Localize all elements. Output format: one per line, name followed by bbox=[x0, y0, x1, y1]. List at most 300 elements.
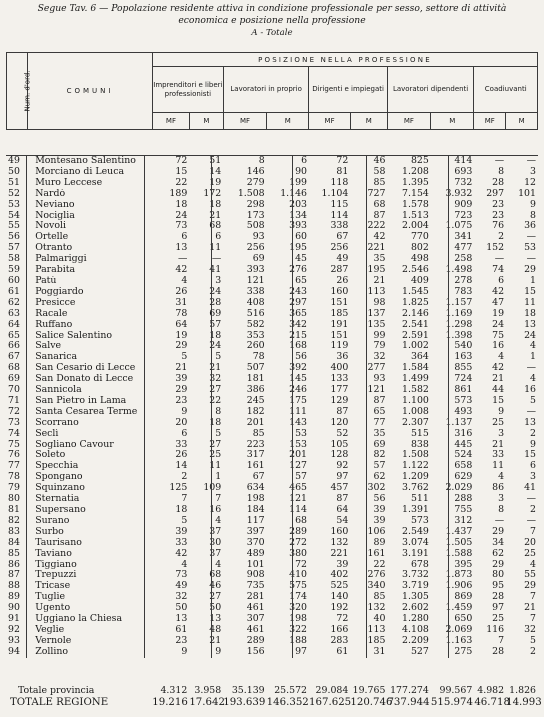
cell-value: 168 bbox=[289, 341, 308, 352]
table-row bbox=[6, 341, 538, 352]
cell-value: 9 bbox=[181, 406, 188, 417]
comune-name: Montesano Salentino bbox=[35, 156, 136, 166]
cell-value: 260 bbox=[246, 341, 265, 352]
cell-value: 393 bbox=[246, 265, 265, 276]
cell-value: 73 bbox=[175, 221, 188, 232]
cell-value: 42 bbox=[373, 232, 386, 243]
cell-value: 19 bbox=[209, 177, 222, 188]
total-value: 46.718 bbox=[474, 696, 510, 708]
table-row bbox=[6, 374, 538, 385]
row-number: 51 bbox=[8, 177, 20, 188]
cell-value: 2.004 bbox=[402, 221, 429, 232]
cell-value: 9 bbox=[498, 406, 505, 417]
row-number: 63 bbox=[8, 308, 20, 319]
cell-value: 365 bbox=[289, 308, 308, 319]
cell-value: 256 bbox=[246, 243, 265, 254]
cell-value: 152 bbox=[486, 243, 505, 254]
cell-value: 410 bbox=[289, 570, 308, 581]
comune-name: Salve bbox=[35, 341, 62, 352]
cell-value: 36 bbox=[336, 352, 349, 363]
cell-value: 465 bbox=[289, 483, 308, 494]
cell-value: 3.074 bbox=[402, 537, 429, 548]
comune-name: Palmariggi bbox=[35, 254, 87, 265]
cell-value: 195 bbox=[289, 243, 308, 254]
header-mf: MF bbox=[309, 113, 350, 130]
cell-value: 1.582 bbox=[402, 385, 429, 396]
cell-value: 515 bbox=[410, 428, 429, 439]
cell-value: 51 bbox=[209, 156, 222, 166]
cell-value: 4 bbox=[530, 559, 536, 570]
row-number: 72 bbox=[8, 406, 20, 417]
total-value: 35.139 bbox=[231, 685, 265, 696]
cell-value: 245 bbox=[246, 395, 265, 406]
cell-value: 90 bbox=[295, 166, 308, 177]
cell-value: 114 bbox=[330, 210, 349, 221]
cell-value: 2 bbox=[181, 472, 188, 483]
cell-value: 370 bbox=[246, 537, 265, 548]
cell-value: 272 bbox=[289, 537, 308, 548]
title-line-1: Segue Tav. 6 — Popolazione residente attiva in condizione professionale per sesso, settore di attività bbox=[37, 3, 507, 14]
cell-value: 281 bbox=[246, 592, 265, 603]
cell-value: 127 bbox=[289, 461, 308, 472]
cell-value: 191 bbox=[330, 319, 349, 330]
cell-value: 1.906 bbox=[445, 581, 473, 592]
cell-value: 19 bbox=[175, 330, 188, 341]
cell-value: 320 bbox=[289, 603, 308, 614]
cell-value: 132 bbox=[367, 603, 386, 614]
cell-value: 25 bbox=[524, 548, 536, 559]
cell-value: 21 bbox=[524, 603, 536, 614]
cell-value: 507 bbox=[246, 363, 265, 374]
cell-value: 770 bbox=[410, 232, 429, 243]
cell-value: 22 bbox=[373, 559, 386, 570]
cell-value: 25 bbox=[209, 450, 222, 461]
cell-value: 461 bbox=[246, 603, 265, 614]
cell-value: 57 bbox=[209, 319, 222, 330]
cell-value: 113 bbox=[367, 624, 386, 635]
cell-value: 99 bbox=[373, 330, 386, 341]
cell-value: 3 bbox=[498, 428, 505, 439]
cell-value: 9 bbox=[530, 439, 536, 450]
cell-value: 79 bbox=[373, 341, 386, 352]
cell-value: 67 bbox=[336, 232, 349, 243]
cell-value: 8 bbox=[530, 210, 536, 221]
total-value: 99.567 bbox=[439, 685, 473, 696]
cell-value: 909 bbox=[454, 199, 473, 210]
cell-value: 342 bbox=[289, 319, 308, 330]
total-label: TOTALE REGIONE bbox=[10, 696, 109, 708]
cell-value: 101 bbox=[518, 188, 536, 199]
cell-value: 678 bbox=[410, 559, 429, 570]
cell-value: 7.154 bbox=[402, 188, 429, 199]
total-value: 25.572 bbox=[274, 685, 308, 696]
cell-value: 289 bbox=[289, 526, 308, 537]
cell-value: 278 bbox=[454, 275, 473, 286]
total-value: 14.993 bbox=[506, 696, 542, 708]
comune-name: Morciano di Leuca bbox=[35, 166, 125, 177]
row-number: 93 bbox=[8, 635, 20, 646]
cell-value: 5 bbox=[181, 515, 188, 526]
row-number: 57 bbox=[8, 243, 20, 254]
cell-value: 41 bbox=[524, 483, 536, 494]
header-posizione: POSIZIONE NELLA PROFESSIONE bbox=[152, 53, 537, 67]
table-body bbox=[6, 155, 538, 658]
cell-value: 25 bbox=[492, 614, 505, 625]
cell-value: 5 bbox=[530, 395, 536, 406]
cell-value: 2.307 bbox=[402, 417, 429, 428]
cell-value: 2.549 bbox=[402, 526, 429, 537]
title-line-3: A - Totale bbox=[251, 28, 293, 38]
cell-value: 117 bbox=[246, 515, 265, 526]
table-row bbox=[6, 450, 538, 461]
cell-value: 76 bbox=[492, 221, 505, 232]
cell-value: 166 bbox=[330, 624, 349, 635]
cell-value: 1.209 bbox=[402, 472, 429, 483]
cell-value: 724 bbox=[454, 374, 473, 385]
cell-value: 307 bbox=[246, 614, 265, 625]
row-number: 74 bbox=[8, 428, 20, 439]
cell-value: 58 bbox=[373, 166, 386, 177]
cell-value: 861 bbox=[454, 385, 473, 396]
cell-value: 23 bbox=[175, 635, 188, 646]
cell-value: 215 bbox=[289, 330, 308, 341]
cell-value: 23 bbox=[492, 199, 505, 210]
row-number: 79 bbox=[8, 483, 20, 494]
comune-name: Scorrano bbox=[35, 417, 79, 428]
cell-value: 39 bbox=[373, 505, 386, 515]
cell-value: 160 bbox=[330, 286, 349, 297]
table-row bbox=[6, 352, 538, 363]
header-cat-lavoratori-dipendenti: Lavoratori dipendenti bbox=[387, 67, 474, 113]
cell-value: 461 bbox=[246, 624, 265, 635]
comune-name: San Cesario di Lecce bbox=[35, 363, 136, 374]
cell-value: 3 bbox=[498, 494, 505, 505]
cell-value: 115 bbox=[330, 199, 349, 210]
cell-value: 39 bbox=[336, 559, 349, 570]
cell-value: 28 bbox=[492, 592, 505, 603]
cell-value: 16 bbox=[209, 505, 222, 515]
cell-value: 116 bbox=[486, 624, 505, 635]
cell-value: 29 bbox=[524, 581, 536, 592]
cell-value: 650 bbox=[454, 614, 473, 625]
table-row bbox=[6, 647, 538, 658]
row-number: 90 bbox=[8, 603, 20, 614]
row-number: 84 bbox=[8, 537, 20, 548]
cell-value: 1 bbox=[215, 472, 222, 483]
row-number: 85 bbox=[8, 548, 20, 559]
cell-value: 7 bbox=[498, 635, 505, 646]
comune-name: Soleto bbox=[35, 450, 66, 461]
cell-value: 629 bbox=[454, 472, 473, 483]
cell-value: 61 bbox=[336, 646, 349, 657]
cell-value: 3.719 bbox=[402, 581, 429, 592]
table-row bbox=[6, 331, 538, 342]
cell-value: 97 bbox=[492, 603, 505, 614]
row-number: 61 bbox=[8, 286, 20, 297]
cell-value: 2.069 bbox=[445, 624, 473, 635]
cell-value: 1.437 bbox=[445, 526, 473, 537]
cell-value: 33 bbox=[492, 450, 505, 461]
cell-value: 1.391 bbox=[402, 505, 429, 515]
cell-value: 62 bbox=[492, 548, 505, 559]
comune-name: Novoli bbox=[35, 221, 66, 232]
cell-value: 29 bbox=[492, 559, 505, 570]
cell-value: 1.075 bbox=[445, 221, 473, 232]
cell-value: 48 bbox=[209, 624, 222, 635]
cell-value: 29 bbox=[175, 385, 188, 396]
cell-value: 74 bbox=[492, 265, 505, 276]
cell-value: 1.280 bbox=[402, 614, 429, 625]
cell-value: 13 bbox=[175, 243, 188, 254]
cell-value: 175 bbox=[289, 395, 308, 406]
cell-value: 75 bbox=[492, 330, 505, 341]
cell-value: 8 bbox=[498, 166, 505, 177]
cell-value: 4.108 bbox=[402, 624, 429, 635]
table-row bbox=[6, 265, 538, 276]
cell-value: 353 bbox=[246, 330, 265, 341]
cell-value: 223 bbox=[246, 439, 265, 450]
comune-name: Veglie bbox=[35, 624, 65, 635]
row-number: 60 bbox=[8, 275, 20, 286]
row-number: 82 bbox=[8, 515, 20, 526]
cell-value: — bbox=[526, 406, 536, 417]
cell-value: 49 bbox=[336, 254, 349, 265]
comune-name: Taviano bbox=[35, 548, 72, 559]
cell-value: 177 bbox=[330, 385, 349, 396]
cell-value: 56 bbox=[295, 352, 308, 363]
header-m: M bbox=[431, 113, 474, 130]
cell-value: 64 bbox=[175, 319, 188, 330]
row-number: 70 bbox=[8, 385, 20, 396]
cell-value: 78 bbox=[252, 352, 265, 363]
row-number: 49 bbox=[8, 156, 20, 166]
cell-value: 134 bbox=[289, 210, 308, 221]
total-value: 19.765 bbox=[352, 685, 386, 696]
row-number: 55 bbox=[8, 221, 20, 232]
cell-value: 77 bbox=[373, 417, 386, 428]
cell-value: 32 bbox=[175, 592, 188, 603]
cell-value: 31 bbox=[175, 297, 188, 308]
cell-value: 1.588 bbox=[445, 548, 473, 559]
row-number: 52 bbox=[8, 188, 20, 199]
row-number: 92 bbox=[8, 624, 20, 635]
cell-value: 527 bbox=[410, 646, 429, 657]
cell-value: — bbox=[526, 515, 536, 526]
total-value: 1.826 bbox=[509, 685, 536, 696]
total-value: 167.625 bbox=[309, 696, 352, 708]
cell-value: 2.602 bbox=[402, 603, 429, 614]
cell-value: 4 bbox=[530, 374, 536, 385]
cell-value: 1.298 bbox=[445, 319, 473, 330]
cell-value: 302 bbox=[367, 483, 386, 494]
cell-value: 5 bbox=[215, 352, 222, 363]
cell-value: 87 bbox=[373, 210, 386, 221]
comune-name: Sannicola bbox=[35, 385, 82, 396]
cell-value: 279 bbox=[246, 177, 265, 188]
cell-value: 153 bbox=[289, 439, 308, 450]
cell-value: 7 bbox=[530, 526, 536, 537]
cell-value: 27 bbox=[209, 592, 222, 603]
cell-value: 161 bbox=[367, 548, 386, 559]
cell-value: 634 bbox=[246, 483, 265, 494]
cell-value: 173 bbox=[246, 210, 265, 221]
row-number: 66 bbox=[8, 341, 20, 352]
cell-value: 23 bbox=[492, 210, 505, 221]
row-number: 50 bbox=[8, 166, 20, 177]
header-comuni: COMUNI bbox=[28, 53, 153, 130]
cell-value: 732 bbox=[454, 177, 473, 188]
cell-value: 98 bbox=[373, 297, 386, 308]
table-row bbox=[6, 221, 538, 232]
cell-value: 160 bbox=[330, 526, 349, 537]
table-row bbox=[6, 549, 538, 560]
cell-value: 1.505 bbox=[445, 537, 473, 548]
cell-value: 27 bbox=[209, 439, 222, 450]
cell-value: 364 bbox=[410, 352, 429, 363]
cell-value: 380 bbox=[289, 548, 308, 559]
cell-value: 195 bbox=[367, 265, 386, 276]
total-label: Totale provincia bbox=[18, 685, 95, 696]
cell-value: 1.873 bbox=[445, 570, 473, 581]
cell-value: 24 bbox=[524, 330, 536, 341]
cell-value: 114 bbox=[289, 505, 308, 515]
cell-value: 34 bbox=[492, 537, 505, 548]
row-number: 54 bbox=[8, 210, 20, 221]
comune-name: Poggiardo bbox=[35, 286, 84, 297]
totals-section bbox=[6, 685, 542, 708]
table-row bbox=[6, 494, 538, 505]
cell-value: 185 bbox=[330, 308, 349, 319]
table-row bbox=[6, 614, 538, 625]
cell-value: — bbox=[526, 494, 536, 505]
cell-value: 26 bbox=[175, 286, 188, 297]
cell-value: 85 bbox=[373, 177, 386, 188]
cell-value: 50 bbox=[209, 603, 222, 614]
cell-value: 26 bbox=[175, 450, 188, 461]
table-row bbox=[6, 200, 538, 211]
cell-value: 2.541 bbox=[402, 319, 429, 330]
cell-value: 23 bbox=[175, 395, 188, 406]
header-cat-imprenditori: Imprenditori e liberi professionisti bbox=[152, 67, 223, 113]
cell-value: 783 bbox=[454, 286, 473, 297]
cell-value: 1.122 bbox=[402, 461, 429, 472]
cell-value: 457 bbox=[330, 483, 349, 494]
cell-value: 582 bbox=[246, 319, 265, 330]
cell-value: 1.398 bbox=[445, 330, 473, 341]
row-number: 56 bbox=[8, 232, 20, 243]
cell-value: 68 bbox=[373, 199, 386, 210]
cell-value: 6 bbox=[181, 232, 188, 243]
table-row bbox=[6, 298, 538, 309]
cell-value: 573 bbox=[454, 395, 473, 406]
table-header bbox=[6, 52, 538, 130]
comune-name: San Donato di Lecce bbox=[35, 374, 134, 385]
cell-value: 7 bbox=[181, 494, 188, 505]
table-row bbox=[6, 363, 538, 374]
cell-value: 18 bbox=[175, 505, 188, 515]
cell-value: 316 bbox=[454, 428, 473, 439]
table-row bbox=[6, 516, 538, 527]
cell-value: 297 bbox=[289, 297, 308, 308]
cell-value: 125 bbox=[169, 483, 188, 494]
cell-value: 68 bbox=[209, 221, 222, 232]
cell-value: 1.157 bbox=[445, 297, 473, 308]
cell-value: 37 bbox=[209, 548, 222, 559]
cell-value: 16 bbox=[492, 341, 505, 352]
cell-value: 445 bbox=[454, 439, 473, 450]
cell-value: 4 bbox=[498, 472, 505, 483]
table-row bbox=[6, 320, 538, 331]
cell-value: 258 bbox=[454, 254, 473, 265]
cell-value: 35 bbox=[373, 254, 386, 265]
cell-value: 36 bbox=[524, 221, 536, 232]
cell-value: 1.104 bbox=[321, 188, 349, 199]
cell-value: 221 bbox=[367, 243, 386, 254]
cell-value: 121 bbox=[246, 275, 265, 286]
cell-value: 29 bbox=[524, 265, 536, 276]
row-number: 64 bbox=[8, 319, 20, 330]
cell-value: 2.029 bbox=[445, 483, 473, 494]
cell-value: 2.146 bbox=[402, 308, 429, 319]
row-number: 83 bbox=[8, 526, 20, 537]
cell-value: 121 bbox=[289, 494, 308, 505]
cell-value: 498 bbox=[410, 254, 429, 265]
cell-value: 275 bbox=[454, 646, 473, 657]
cell-value: 3 bbox=[530, 166, 536, 177]
row-number: 77 bbox=[8, 461, 20, 472]
row-number: 58 bbox=[8, 254, 20, 265]
row-number: 75 bbox=[8, 439, 20, 450]
cell-value: 140 bbox=[330, 592, 349, 603]
cell-value: 7 bbox=[215, 494, 222, 505]
cell-value: 15 bbox=[524, 450, 536, 461]
cell-value: 408 bbox=[246, 297, 265, 308]
row-number: 86 bbox=[8, 559, 20, 570]
cell-value: 15 bbox=[492, 395, 505, 406]
total-value: 17.642 bbox=[189, 696, 225, 708]
cell-value: 21 bbox=[175, 363, 188, 374]
cell-value: 41 bbox=[209, 265, 222, 276]
cell-value: — bbox=[526, 363, 536, 374]
cell-value: 1 bbox=[530, 352, 536, 363]
table-title bbox=[0, 3, 544, 39]
row-number: 53 bbox=[8, 199, 20, 210]
comune-name: Surbo bbox=[35, 526, 64, 537]
cell-value: 869 bbox=[454, 592, 473, 603]
cell-value: 52 bbox=[336, 428, 349, 439]
comune-name: Santa Cesarea Terme bbox=[35, 406, 138, 417]
cell-value: 32 bbox=[373, 352, 386, 363]
cell-value: 121 bbox=[367, 385, 386, 396]
cell-value: 72 bbox=[295, 559, 308, 570]
header-m: M bbox=[350, 113, 387, 130]
header-m: M bbox=[506, 113, 538, 130]
cell-value: 20 bbox=[524, 537, 536, 548]
cell-value: 2.209 bbox=[402, 635, 429, 646]
cell-value: 11 bbox=[524, 297, 536, 308]
cell-value: 49 bbox=[175, 581, 188, 592]
cell-value: 838 bbox=[410, 439, 429, 450]
cell-value: 128 bbox=[330, 450, 349, 461]
comune-name: Surano bbox=[35, 515, 70, 526]
comune-name: Squinzano bbox=[35, 483, 85, 494]
cell-value: 393 bbox=[289, 221, 308, 232]
row-number: 80 bbox=[8, 494, 20, 505]
cell-value: 7 bbox=[530, 614, 536, 625]
comune-name: Seclì bbox=[35, 428, 59, 439]
total-value: 737.944 bbox=[387, 696, 430, 708]
cell-value: 28 bbox=[209, 297, 222, 308]
